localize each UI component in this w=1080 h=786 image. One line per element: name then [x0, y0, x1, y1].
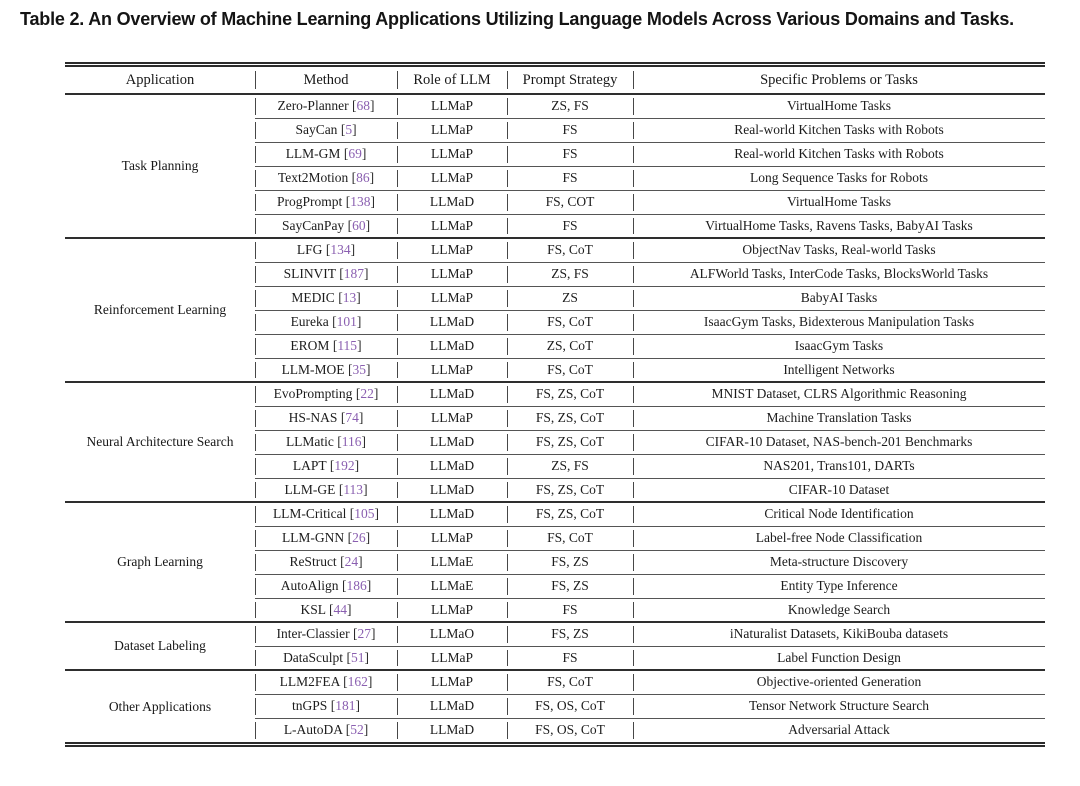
- tasks-cell: Tensor Network Structure Search: [633, 694, 1045, 718]
- citation-bracket: ]: [346, 601, 352, 617]
- prompt-cell: FS, CoT: [507, 526, 633, 550]
- method-cell: [255, 406, 397, 430]
- citation-bracket: ]: [369, 170, 375, 185]
- citation-bracket: ]: [363, 481, 368, 497]
- role-cell: LLMaD: [397, 454, 507, 478]
- prompt-cell: FS, ZS, CoT: [507, 406, 633, 430]
- tasks-cell: VirtualHome Tasks: [633, 94, 1045, 118]
- method-cell: [255, 670, 397, 694]
- method-name: SLINVIT: [283, 266, 340, 281]
- method-name: HS-NAS: [288, 410, 341, 425]
- col-header-specific-tasks: Specific Problems or Tasks: [633, 67, 1045, 94]
- method-cell: [255, 190, 397, 214]
- role-cell: LLMaD: [397, 382, 507, 406]
- citation-bracket: ]: [354, 458, 360, 473]
- citation-bracket: [: [329, 458, 335, 473]
- citation-bracket: ]: [356, 290, 361, 305]
- method-cell: [255, 286, 397, 310]
- prompt-cell: ZS: [507, 286, 633, 310]
- citation-link[interactable]: 113: [343, 481, 364, 497]
- citation-link[interactable]: 5: [345, 122, 353, 137]
- citation-bracket: ]: [365, 361, 371, 377]
- method-name: LLM-Critical: [272, 506, 350, 522]
- prompt-cell: FS, CoT: [507, 670, 633, 694]
- citation-link[interactable]: 187: [343, 266, 364, 281]
- tasks-cell: ObjectNav Tasks, Real-world Tasks: [633, 238, 1045, 262]
- tasks-cell: ALFWorld Tasks, InterCode Tasks, BlocksWorld Tasks: [633, 262, 1045, 286]
- role-cell: LLMaE: [397, 574, 507, 598]
- role-cell: LLMaP: [397, 646, 507, 670]
- citation-bracket: [: [332, 338, 338, 353]
- tasks-cell: Real-world Kitchen Tasks with Robots: [633, 118, 1045, 142]
- citation-link[interactable]: 192: [334, 458, 355, 473]
- role-cell: LLMaD: [397, 190, 507, 214]
- citation-link[interactable]: 22: [360, 386, 374, 402]
- prompt-cell: FS, ZS, CoT: [507, 382, 633, 406]
- prompt-cell: ZS, FS: [507, 454, 633, 478]
- method-name: LLM2FEA: [279, 674, 344, 690]
- citation-bracket: [: [347, 361, 353, 377]
- citation-link[interactable]: 69: [348, 146, 362, 161]
- role-cell: LLMaP: [397, 526, 507, 550]
- table-row: [65, 382, 1045, 406]
- tasks-cell: Entity Type Inference: [633, 574, 1045, 598]
- col-header-prompt-strategy: Prompt Strategy: [507, 67, 633, 94]
- method-name: EvoPrompting: [273, 386, 356, 402]
- method-cell: [255, 550, 397, 574]
- method-cell: [255, 526, 397, 550]
- method-cell: [255, 718, 397, 742]
- method-name: tnGPS: [292, 698, 331, 713]
- method-name: LFG: [296, 242, 326, 258]
- tasks-cell: BabyAI Tasks: [633, 286, 1045, 310]
- citation-link[interactable]: 186: [346, 578, 367, 593]
- citation-link[interactable]: 105: [354, 506, 375, 522]
- table-row: [65, 94, 1045, 118]
- citation-link[interactable]: 52: [350, 722, 364, 738]
- role-cell: LLMaP: [397, 238, 507, 262]
- method-cell: [255, 502, 397, 526]
- tasks-cell: NAS201, Trans101, DARTs: [633, 454, 1045, 478]
- tasks-cell: VirtualHome Tasks: [633, 190, 1045, 214]
- citation-bracket: [: [340, 554, 345, 569]
- col-header-role-of-llm: Role of LLM: [397, 67, 507, 94]
- citation-bracket: [: [347, 217, 353, 233]
- role-cell: LLMaD: [397, 694, 507, 718]
- tasks-cell: Label-free Node Classification: [633, 526, 1045, 550]
- overview-table: [65, 62, 1045, 747]
- method-cell: [255, 310, 397, 334]
- method-cell: [255, 262, 397, 286]
- method-cell: [255, 118, 397, 142]
- role-cell: LLMaD: [397, 502, 507, 526]
- role-cell: LLMaP: [397, 670, 507, 694]
- method-cell: [255, 214, 397, 238]
- citation-bracket: ]: [352, 122, 357, 137]
- citation-link[interactable]: 86: [356, 170, 370, 185]
- citation-bracket: [: [346, 649, 351, 665]
- citation-bracket: [: [328, 601, 334, 617]
- application-group-cell: Reinforcement Learning: [65, 238, 255, 382]
- citation-link[interactable]: 51: [350, 649, 365, 665]
- tasks-cell: Label Function Design: [633, 646, 1045, 670]
- method-cell: [255, 94, 397, 118]
- prompt-cell: FS, ZS: [507, 550, 633, 574]
- citation-bracket: ]: [363, 722, 369, 738]
- role-cell: LLMaD: [397, 478, 507, 502]
- tasks-cell: IsaacGym Tasks: [633, 334, 1045, 358]
- prompt-cell: FS, COT: [507, 190, 633, 214]
- method-name: LLMatic: [285, 434, 338, 449]
- tasks-cell: VirtualHome Tasks, Ravens Tasks, BabyAI Tasks: [633, 214, 1045, 238]
- citation-bracket: [: [340, 410, 346, 425]
- method-cell: [255, 598, 397, 622]
- table-row: [65, 622, 1045, 646]
- citation-bracket: [: [332, 314, 337, 329]
- prompt-cell: ZS, CoT: [507, 334, 633, 358]
- role-cell: LLMaP: [397, 118, 507, 142]
- tasks-cell: Critical Node Identification: [633, 502, 1045, 526]
- method-cell: [255, 646, 397, 670]
- citation-link[interactable]: 27: [357, 626, 372, 642]
- method-cell: [255, 238, 397, 262]
- tasks-cell: iNaturalist Datasets, KikiBouba datasets: [633, 622, 1045, 646]
- method-name: SayCanPay: [281, 217, 348, 233]
- citation-bracket: [: [338, 481, 344, 497]
- method-cell: [255, 166, 397, 190]
- citation-bracket: ]: [361, 146, 367, 161]
- tasks-cell: Machine Translation Tasks: [633, 406, 1045, 430]
- citation-bracket: [: [351, 170, 357, 185]
- prompt-cell: FS, OS, CoT: [507, 694, 633, 718]
- prompt-cell: FS: [507, 142, 633, 166]
- prompt-cell: FS, CoT: [507, 310, 633, 334]
- applications-table: [65, 67, 1045, 742]
- role-cell: LLMaP: [397, 598, 507, 622]
- prompt-cell: FS: [507, 118, 633, 142]
- citation-bracket: [: [355, 386, 361, 402]
- citation-bracket: ]: [366, 578, 372, 593]
- prompt-cell: FS: [507, 598, 633, 622]
- method-name: L-AutoDA: [283, 722, 346, 738]
- role-cell: LLMaP: [397, 262, 507, 286]
- role-cell: LLMaP: [397, 358, 507, 382]
- role-cell: LLMaD: [397, 334, 507, 358]
- citation-bracket: [: [349, 506, 355, 522]
- method-name: Text2Motion: [277, 170, 352, 185]
- method-name: MEDIC: [291, 290, 339, 305]
- tasks-cell: Intelligent Networks: [633, 358, 1045, 382]
- citation-link[interactable]: 13: [342, 290, 357, 305]
- method-cell: [255, 574, 397, 598]
- citation-bracket: [: [352, 98, 357, 114]
- citation-bracket: ]: [355, 698, 360, 713]
- citation-bracket: ]: [364, 649, 369, 665]
- citation-bracket: [: [343, 146, 349, 161]
- role-cell: LLMaE: [397, 550, 507, 574]
- role-cell: LLMaP: [397, 406, 507, 430]
- citation-link[interactable]: 60: [352, 217, 366, 233]
- prompt-cell: FS, ZS, CoT: [507, 478, 633, 502]
- citation-bracket: ]: [358, 554, 363, 569]
- method-name: Zero-Planner: [277, 98, 353, 114]
- table-row: [65, 238, 1045, 262]
- citation-link[interactable]: 35: [352, 361, 366, 377]
- tasks-cell: Meta-structure Discovery: [633, 550, 1045, 574]
- citation-bracket: ]: [370, 194, 375, 209]
- tasks-cell: Real-world Kitchen Tasks with Robots: [633, 142, 1045, 166]
- citation-link[interactable]: 181: [335, 698, 356, 713]
- citation-bracket: ]: [365, 217, 371, 233]
- method-name: LAPT: [292, 458, 330, 473]
- role-cell: LLMaP: [397, 286, 507, 310]
- role-cell: LLMaO: [397, 622, 507, 646]
- citation-bracket: [: [338, 290, 343, 305]
- method-name: LLM-MOE: [281, 361, 348, 377]
- citation-link[interactable]: 24: [344, 554, 359, 569]
- application-group-cell: Task Planning: [121, 158, 199, 173]
- col-header-method: Method: [255, 67, 397, 94]
- prompt-cell: FS, CoT: [507, 238, 633, 262]
- citation-bracket: ]: [365, 530, 371, 545]
- table-caption: Table 2. An Overview of Machine Learning Applications Utilizing Language Models Across Various Domains and Tasks.: [20, 9, 1014, 29]
- citation-bracket: [: [337, 434, 342, 449]
- prompt-cell: FS, ZS: [507, 574, 633, 598]
- citation-bracket: ]: [358, 410, 364, 425]
- table-row: [65, 670, 1045, 694]
- role-cell: LLMaP: [397, 166, 507, 190]
- citation-link[interactable]: 138: [350, 194, 371, 209]
- citation-bracket: [: [325, 242, 331, 258]
- method-cell: [255, 454, 397, 478]
- citation-bracket: [: [353, 626, 358, 642]
- table-header-row: [65, 67, 1045, 94]
- method-cell: [255, 430, 397, 454]
- citation-bracket: ]: [371, 626, 376, 642]
- citation-link[interactable]: 162: [347, 674, 368, 690]
- prompt-cell: FS, ZS, CoT: [507, 430, 633, 454]
- citation-bracket: ]: [370, 98, 375, 114]
- tasks-cell: Objective-oriented Generation: [633, 670, 1045, 694]
- prompt-cell: FS, OS, CoT: [507, 718, 633, 742]
- method-cell: [255, 358, 397, 382]
- role-cell: LLMaD: [397, 310, 507, 334]
- table-row: [65, 502, 1045, 526]
- citation-link[interactable]: 74: [345, 410, 359, 425]
- method-cell: [255, 382, 397, 406]
- method-name: KSL: [300, 601, 329, 617]
- method-name: Inter-Classier: [276, 626, 354, 642]
- citation-link[interactable]: 26: [352, 530, 366, 545]
- prompt-cell: FS: [507, 166, 633, 190]
- citation-bracket: [: [330, 698, 336, 713]
- method-cell: [255, 478, 397, 502]
- application-group-cell: Dataset Labeling: [65, 622, 255, 670]
- citation-bracket: [: [343, 674, 348, 690]
- citation-bracket: ]: [350, 242, 356, 258]
- citation-bracket: ]: [363, 266, 369, 281]
- method-name: ReStruct: [289, 554, 341, 569]
- citation-bracket: ]: [356, 314, 362, 329]
- citation-bracket: [: [347, 530, 353, 545]
- prompt-cell: FS: [507, 214, 633, 238]
- method-name: DataSculpt: [283, 649, 347, 665]
- role-cell: LLMaP: [397, 94, 507, 118]
- tasks-cell: Long Sequence Tasks for Robots: [633, 166, 1045, 190]
- citation-bracket: [: [339, 266, 344, 281]
- prompt-cell: ZS, FS: [507, 94, 633, 118]
- table-body: [65, 94, 1045, 742]
- tasks-cell: IsaacGym Tasks, Bidexterous Manipulation Tasks: [633, 310, 1045, 334]
- citation-bracket: ]: [357, 338, 362, 353]
- method-name: LLM-GNN: [281, 530, 348, 545]
- citation-bracket: ]: [361, 434, 367, 449]
- citation-bracket: [: [340, 122, 346, 137]
- prompt-cell: FS: [507, 646, 633, 670]
- citation-link[interactable]: 116: [341, 434, 362, 449]
- method-cell: [255, 622, 397, 646]
- tasks-cell: CIFAR-10 Dataset: [633, 478, 1045, 502]
- application-group-cell: Graph Learning: [65, 502, 255, 622]
- method-name: AutoAlign: [280, 578, 342, 593]
- tasks-cell: CIFAR-10 Dataset, NAS-bench-201 Benchmarks: [633, 430, 1045, 454]
- method-name: LLM-GM: [285, 146, 344, 161]
- role-cell: LLMaD: [397, 718, 507, 742]
- application-group-cell: Other Applications: [65, 670, 255, 742]
- prompt-cell: FS, CoT: [507, 358, 633, 382]
- role-cell: LLMaP: [397, 142, 507, 166]
- prompt-cell: FS, ZS, CoT: [507, 502, 633, 526]
- citation-link[interactable]: 44: [333, 601, 347, 617]
- prompt-cell: ZS, FS: [507, 262, 633, 286]
- citation-bracket: ]: [373, 386, 379, 402]
- citation-link[interactable]: 134: [330, 242, 351, 258]
- role-cell: LLMaD: [397, 430, 507, 454]
- method-name: ProgPrompt: [277, 194, 346, 209]
- method-name: EROM: [290, 338, 333, 353]
- citation-link[interactable]: 68: [356, 98, 371, 114]
- citation-link[interactable]: 115: [337, 338, 358, 353]
- role-cell: LLMaP: [397, 214, 507, 238]
- citation-link[interactable]: 101: [336, 314, 357, 329]
- citation-bracket: ]: [367, 674, 373, 690]
- prompt-cell: FS, ZS: [507, 622, 633, 646]
- method-name: SayCan: [295, 122, 341, 137]
- col-header-application: Application: [65, 67, 255, 94]
- citation-bracket: [: [345, 722, 351, 738]
- application-group-cell: Neural Architecture Search: [65, 382, 255, 502]
- citation-bracket: ]: [374, 506, 380, 522]
- method-cell: [255, 694, 397, 718]
- tasks-cell: MNIST Dataset, CLRS Algorithmic Reasoning: [633, 382, 1045, 406]
- citation-bracket: [: [341, 578, 347, 593]
- method-cell: [255, 334, 397, 358]
- citation-bracket: [: [345, 194, 351, 209]
- method-name: LLM-GE: [284, 481, 339, 497]
- tasks-cell: Adversarial Attack: [633, 718, 1045, 742]
- tasks-cell: Knowledge Search: [633, 598, 1045, 622]
- method-name: Eureka: [290, 314, 333, 329]
- method-cell: [255, 142, 397, 166]
